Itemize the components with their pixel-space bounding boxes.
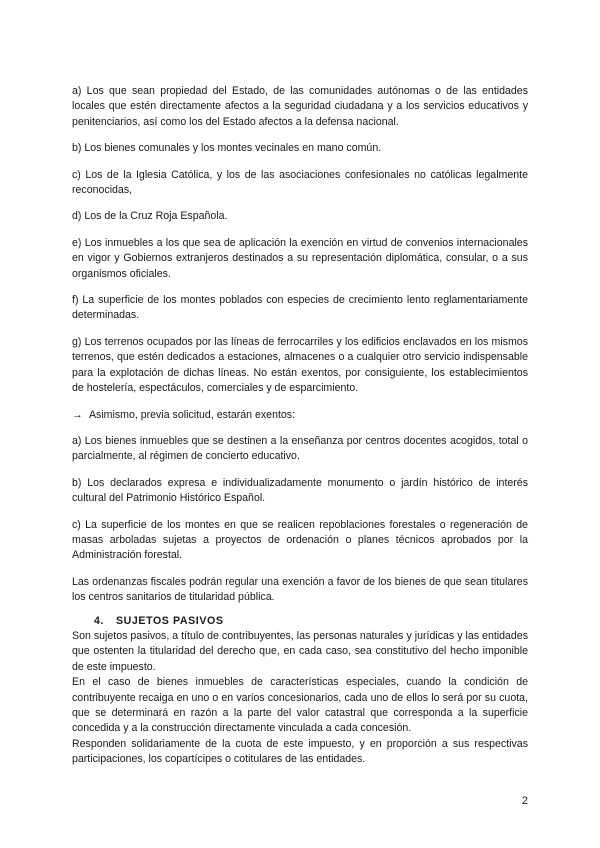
- paragraph-2b: b) Los declarados expresa e individualizadamente monumento o jardín histórico de interés cultural del Patrimonio Histórico Español.: [72, 476, 528, 505]
- paragraph-c: c) Los de la Iglesia Católica, y los de las asociaciones confesionales no católicas legalmente reconocidas,: [72, 168, 528, 197]
- paragraph-a: a) Los que sean propiedad del Estado, de las comunidades autónomas o de las entidades locales que estén directamente afectos a la seguridad ciudadana y a los servicios educativos y penitenciarios, así como los del Estado afectos a la defensa nacional.: [72, 85, 528, 128]
- section-heading: [72, 614, 528, 629]
- page-number: 2: [521, 795, 528, 807]
- section-title: SUJETOS PASIVOS: [116, 614, 224, 627]
- paragraph-ordenanzas: Las ordenanzas fiscales podrán regular una exención a favor de los bienes de que sean titulares los centros sanitarios de titularidad pública.: [72, 575, 528, 604]
- arrow-right-icon: →: [72, 408, 83, 421]
- paragraph-2c: c) La superficie de los montes en que se realicen repoblaciones forestales o regeneración de masas arboladas sujetas a proyectos de ordenación o planes técnicos aprobados por la Administración forestal.: [72, 518, 528, 562]
- paragraph-g: g) Los terrenos ocupados por las líneas de ferrocarriles y los edificios enclavados en los mismos terrenos, que estén dedicados a estaciones, almacenes o a cualquier otro servicio indispensable para la explotación de dichas líneas. No están exentos, por consiguiente, los establecimientos de hostelería, espectáculos, comerciales y de esparcimiento.: [72, 335, 528, 395]
- paragraph-d: d) Los de la Cruz Roja Española.: [72, 210, 228, 223]
- section-paragraph-2: En el caso de bienes inmuebles de características especiales, cuando la condición de contribuyente recaiga en uno o en varios concesionarios, cada uno de ellos lo será por su cuota, que se determinará en razón a la parte del valor catastral que corresponda a la superficie concedida y a la construcción directamente vinculada a cada concesión.: [72, 676, 528, 735]
- arrow-line-text: Asimismo, previa solicitud, estarán exentos:: [88, 408, 296, 421]
- section-paragraph-3: Responden solidariamente de la cuota de este impuesto, y en proporción a sus respectivas participaciones, los copartícipes o cotitulares de las entidades.: [72, 737, 528, 766]
- paragraph-b: b) Los bienes comunales y los montes vecinales en mano común.: [72, 142, 382, 155]
- section-body: [72, 629, 528, 768]
- paragraph-e: e) Los inmuebles a los que sea de aplicación la exención en virtud de convenios internacionales en vigor y Gobiernos extranjeros destinados a su representación diplomática, consular, o a sus organismos oficiales.: [72, 236, 528, 280]
- page-content: [72, 84, 528, 768]
- section-paragraph-1: Son sujetos pasivos, a título de contribuyentes, las personas naturales y jurídicas y las entidades que ostenten la titularidad del derecho que, en cada caso, sea constitutivo del hecho imponible de este impuesto.: [72, 629, 528, 673]
- section-number: 4.: [94, 614, 105, 627]
- arrow-line: [72, 408, 528, 423]
- paragraph-2a: a) Los bienes inmuebles que se destinen a la enseñanza por centros docentes acogidos, total o parcialmente, al régimen de concierto educativo.: [72, 434, 528, 463]
- paragraph-f: f) La superficie de los montes poblados con especies de crecimiento lento reglamentariamente determinadas.: [72, 294, 528, 322]
